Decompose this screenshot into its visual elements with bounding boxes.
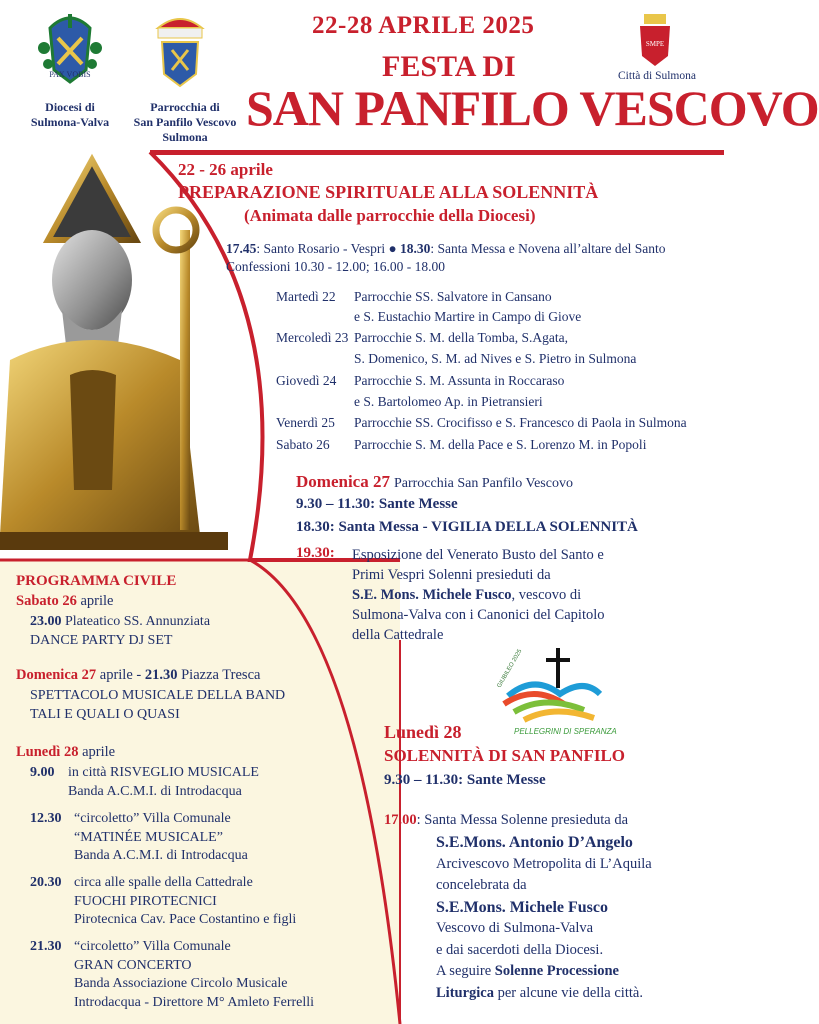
monday-solemn-mass: 17.00: Santa Messa Solenne presieduta da xyxy=(384,812,629,828)
list-item: 9.00 in città RISVEGLIO MUSICALE Banda A.C.M.I. di Introdacqua xyxy=(30,765,259,799)
sunday-exposition-text: Esposizione del Venerato Busto del Santo e Primi Vespri Solenni presieduti da S.E. Mons. Michele Fusco, vescovo di Sulmona-Valva con i Canonici del Capitolo della Cattedrale xyxy=(352,547,605,643)
list-item-continuation: e S. Bartolomeo Ap. in Pietransieri xyxy=(354,394,543,409)
list-item: Giovedì 24 Parrocchie S. M. Assunta in Roccaraso xyxy=(276,373,565,388)
civil-sunday-event: SPETTACOLO MUSICALE DELLA BAND TALI E QUALI O QUASI xyxy=(30,688,286,722)
monday-title: SOLENNITÀ DI SAN PANFILO xyxy=(384,746,626,765)
prep-dates: 22 - 26 aprile xyxy=(178,160,273,179)
svg-text:PELLEGRINI DI SPERANZA: PELLEGRINI DI SPERANZA xyxy=(514,727,617,736)
city-crest-icon xyxy=(638,12,672,68)
list-item-continuation: e S. Eustachio Martire in Campo di Giove xyxy=(354,309,582,324)
civil-sunday-heading: Domenica 27 aprile - 21.30 Piazza Tresca xyxy=(16,667,261,683)
sunday-heading: Domenica 27 Parrocchia San Panfilo Vescovo xyxy=(296,472,573,491)
parish-crest-icon xyxy=(150,8,210,92)
festival-dates: 22-28 APRILE 2025 xyxy=(312,12,535,39)
sunday-masses: 9.30 – 11.30: Sante Messe xyxy=(296,496,458,512)
list-item: Venerdì 25 Parrocchie SS. Crocifisso e S. Francesco di Paola in Sulmona xyxy=(276,415,687,430)
diocese-motto: PAX VOBIS xyxy=(49,70,91,79)
saint-bust-image xyxy=(0,160,228,550)
sunday-exposition-time: 19.30: xyxy=(296,545,335,561)
list-item: 20.30 circa alle spalle della Cattedrale FUOCHI PIROTECNICI Pirotecnica Cav. Pace Costantino e figli xyxy=(30,875,297,927)
list-item: 21.30 “circoletto” Villa Comunale GRAN CONCERTO Banda Associazione Circolo Musicale Introdacqua - Direttore M° Amleto Ferrelli xyxy=(30,939,315,1010)
civil-title: PROGRAMMA CIVILE xyxy=(16,573,177,589)
title-line-1: FESTA DI xyxy=(382,50,516,83)
monday-day: Lunedì 28 xyxy=(384,722,462,742)
parish-name: Parrocchia di San Panfilo Vescovo Sulmona xyxy=(133,100,237,144)
main-title: SAN PANFILO VESCOVO xyxy=(246,80,819,136)
civil-saturday-heading: Sabato 26 aprile xyxy=(16,593,114,609)
civil-saturday-event: 23.00 Plateatico SS. Annunziata DANCE PARTY DJ SET xyxy=(30,614,211,648)
list-item-continuation: S. Domenico, S. M. ad Nives e S. Pietro in Sulmona xyxy=(354,351,637,366)
monday-masses: 9.30 – 11.30: Sante Messe xyxy=(384,772,546,788)
list-item: 12.30 “circoletto” Villa Comunale “MATINÉE MUSICALE” Banda A.C.M.I. di Introdacqua xyxy=(30,811,248,863)
sunday-vigil: 18.30: Santa Messa - VIGILIA DELLA SOLENNITÀ xyxy=(296,519,638,535)
jubilee-logo-icon xyxy=(494,644,617,736)
diocese-name: Diocesi di Sulmona-Valva xyxy=(30,100,110,129)
list-item: Martedì 22 Parrocchie SS. Salvatore in Cansano xyxy=(276,289,552,304)
prep-confessions: Confessioni 10.30 - 12.00; 16.00 - 18.00 xyxy=(226,259,445,274)
list-item: Sabato 26 Parrocchie S. M. della Pace e S. Lorenzo M. in Popoli xyxy=(276,437,647,452)
prep-subtitle: (Animata dalle parrocchie della Diocesi) xyxy=(244,206,536,225)
prep-daily-schedule: 17.45: Santo Rosario - Vespri ● 18.30: Santa Messa e Novena all’altare del Santo xyxy=(226,241,666,256)
civil-monday-heading: Lunedì 28 aprile xyxy=(16,744,116,760)
svg-text:GIUBILEO 2025: GIUBILEO 2025 xyxy=(496,648,524,689)
city-crest-text: SMPE xyxy=(645,40,665,48)
list-item: Mercoledì 23 Parrocchie S. M. della Tomba, S.Agata, xyxy=(276,330,569,345)
city-name: Città di Sulmona xyxy=(618,70,696,82)
monday-celebrants: S.E.Mons. Antonio D’Angelo Arcivescovo Metropolita di L’Aquila concelebrata da S.E.Mons. Michele Fusco Vescovo di Sulmona-Valva e dai sacerdoti della Diocesi. A seguire Solenne Processione Liturgica per alcune vie della città. xyxy=(436,834,652,1001)
prep-title: PREPARAZIONE SPIRITUALE ALLA SOLENNITÀ xyxy=(178,182,599,202)
header-divider xyxy=(150,150,724,155)
